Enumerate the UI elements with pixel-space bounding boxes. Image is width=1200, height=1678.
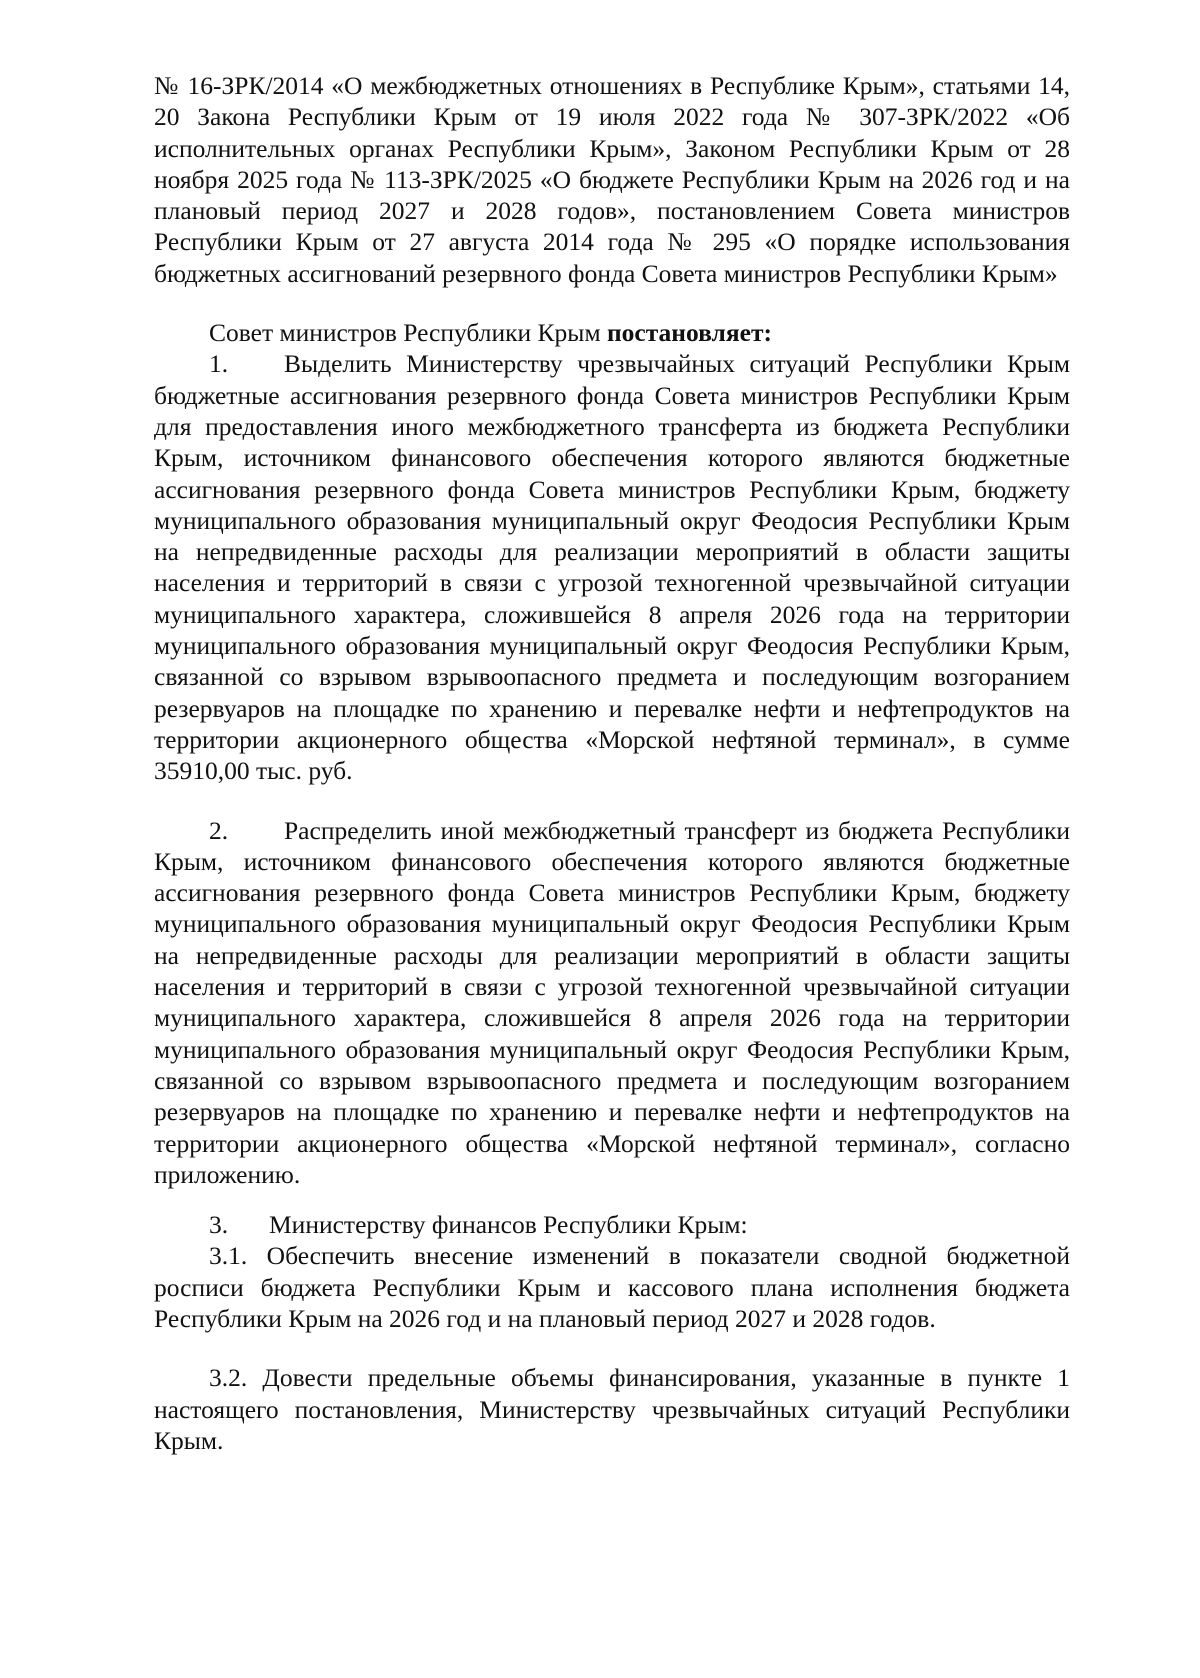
item-3-1: 3.1. Обеспечить внесение изменений в показатели сводной бюджетной росписи бюджета Республики Крым и кассового плана исполнения бюджета Республики Крым на 2026 год и на плановый период 2027 и 2028 годов. xyxy=(154,1241,1070,1333)
item-1 xyxy=(154,348,1070,786)
item-3-text: Министерству финансов Республики Крым: xyxy=(269,1210,748,1240)
resolves-lead: Совет министров Республики Крым xyxy=(209,318,607,348)
item-2 xyxy=(154,815,1070,1191)
item-1-text: Выделить Министерству чрезвычайных ситуаций Республики Крым бюджетные ассигнования резервного фонда Совета министров Республики Крым для предоставления иного межбюджетного трансферта из бюджета Республики Крым, источником финансового обеспечения которого являются бюджетные ассигнования резервного фонда Совета министров Республики Крым, бюджету муниципального образования муниципальный округ Феодосия Республики Крым на непредвиденные расходы для реализации мероприятий в области защиты населения и территорий в связи с угрозой техногенной чрезвычайной ситуации муниципального характера, сложившейся 8 апреля 2026 года на территории муниципального образования муниципальный округ Феодосия Республики Крым, связанной со взрывом взрывоопасного предмета и последующим возгоранием резервуаров на площадке по хранению и перевалке нефти и нефтепродуктов на территории акционерного общества «Морской нефтяной терминал», в сумме 35910,00 тыс. руб. xyxy=(154,349,1070,786)
spacer xyxy=(154,1190,1070,1209)
item-2-text: Распределить иной межбюджетный трансферт из бюджета Республики Крым, источником финансового обеспечения которого являются бюджетные ассигнования резервного фонда Совета министров Республики Крым, бюджету муниципального образования муниципальный округ Феодосия Республики Крым на непредвиденные расходы для реализации мероприятий в области защиты населения и территорий в связи с угрозой техногенной чрезвычайной ситуации муниципального характера, сложившейся 8 апреля 2026 года на территории муниципального образования муниципальный округ Феодосия Республики Крым, связанной со взрывом взрывоопасного предмета и последующим возгоранием резервуаров на площадке по хранению и перевалке нефти и нефтепродуктов на территории акционерного общества «Морской нефтяной терминал», согласно приложению. xyxy=(154,815,1070,1189)
intro-paragraph: № 16-ЗРК/2014 «О межбюджетных отношениях в Республике Крым», статьями 14, 20 Закона Республики Крым от 19 июля 2022 года № 307-ЗРК/2022 «Об исполнительных органах Республики Крым», Законом Республики Крым от 28 ноября 2025 года № 113-ЗРК/2025 «О бюджете Республики Крым на 2026 год и на плановый период 2027 и 2028 годов», постановлением Совета министров Республики Крым от 27 августа 2014 года № 295 «О порядке использования бюджетных ассигнований резервного фонда Совета министров Республики Крым» xyxy=(154,71,1070,288)
spacer xyxy=(154,1334,1070,1362)
resolves-paragraph xyxy=(154,317,1070,348)
resolves-bold: постановляет: xyxy=(606,318,772,348)
document-page xyxy=(154,70,1070,1456)
item-1-number: 1. xyxy=(209,349,229,379)
item-3 xyxy=(154,1209,1070,1240)
spacer xyxy=(154,289,1070,317)
spacer xyxy=(154,787,1070,815)
item-3-2: 3.2. Довести предельные объемы финансирования, указанные в пункте 1 настоящего постановления, Министерству чрезвычайных ситуаций Республики Крым. xyxy=(154,1363,1070,1455)
item-2-number: 2. xyxy=(209,815,229,845)
item-3-number: 3. xyxy=(209,1210,229,1240)
